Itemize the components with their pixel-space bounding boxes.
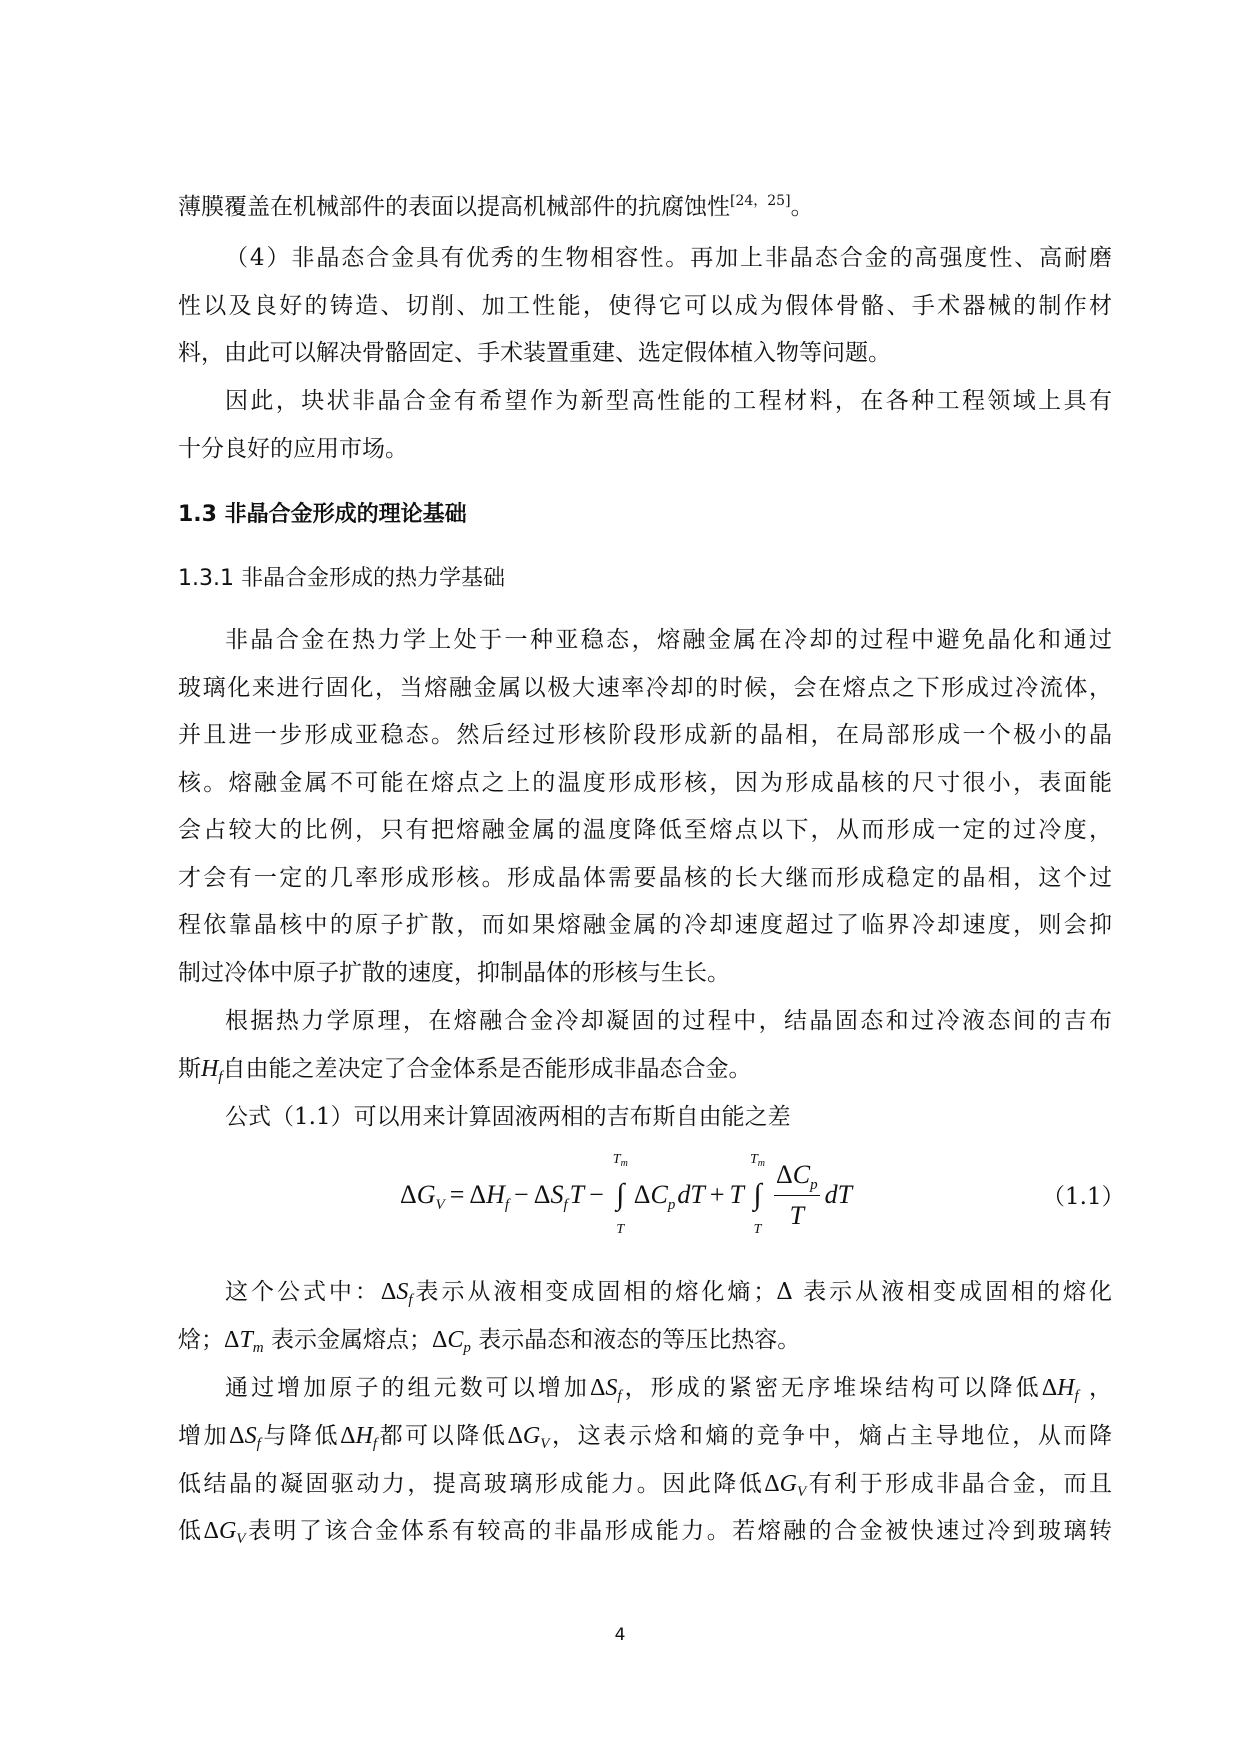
upper-limit bbox=[750, 1151, 765, 1169]
limit-subscript: m bbox=[757, 1158, 766, 1169]
text-line bbox=[178, 192, 1112, 222]
math-subscript: f bbox=[408, 1292, 413, 1308]
math-subscript: m bbox=[252, 1340, 264, 1356]
text-line bbox=[225, 625, 1112, 655]
text-run: 都可以降低 bbox=[377, 1423, 508, 1449]
text-line bbox=[225, 1277, 1112, 1307]
math-symbol bbox=[340, 1423, 378, 1452]
math-symbol bbox=[203, 1518, 246, 1547]
limit-variable: T bbox=[749, 1152, 758, 1167]
equation-term bbox=[633, 1180, 676, 1213]
temperature-variable: T bbox=[729, 1180, 744, 1209]
text-line bbox=[178, 1054, 1112, 1084]
math-subscript: p bbox=[463, 1340, 471, 1356]
text-run: 表示晶态和液态的等压比热容。 bbox=[470, 1327, 801, 1353]
math-symbol bbox=[201, 1056, 223, 1085]
delta-symbol: Δ bbox=[533, 1180, 551, 1209]
text-run: 玻璃化来进行固化，当熔融金属以极大速率冷却的时候，会在熔点之下形成过冷流体， bbox=[178, 675, 1112, 701]
math-symbol bbox=[589, 1375, 622, 1404]
text-run: 焓； bbox=[178, 1327, 224, 1353]
delta-symbol: Δ bbox=[203, 1518, 219, 1544]
math-variable: G bbox=[416, 1180, 436, 1209]
plus-sign: + bbox=[709, 1180, 725, 1209]
text-run: 增加 bbox=[178, 1423, 230, 1449]
text-line bbox=[178, 1469, 1112, 1499]
text-run: 并且进一步形成亚稳态。然后经过形核阶段形成新的晶相，在局部形成一个极小的晶 bbox=[178, 722, 1112, 748]
math-symbol bbox=[1041, 1375, 1079, 1404]
text-line bbox=[225, 1373, 1112, 1403]
text-run: 与降低 bbox=[260, 1423, 341, 1449]
delta-symbol: Δ bbox=[1041, 1375, 1058, 1401]
text-run: （4）非晶态合金具有优秀的生物相容性。再加上非晶态合金的高强度性、高耐磨 bbox=[225, 245, 1112, 271]
text-run: 斯 bbox=[178, 1056, 201, 1082]
math-subscript: V bbox=[540, 1436, 550, 1452]
text-run: 这个公式中： bbox=[225, 1279, 381, 1305]
delta-symbol: Δ bbox=[633, 1180, 651, 1209]
text-line bbox=[178, 1325, 1112, 1355]
math-subscript: f bbox=[218, 1069, 223, 1085]
citation: [24，25] bbox=[730, 193, 791, 209]
text-line bbox=[178, 958, 1112, 988]
math-variable: C bbox=[650, 1180, 668, 1209]
text-run: 薄膜覆盖在机械部件的表面以提高机械部件的抗腐蚀性 bbox=[178, 194, 730, 220]
numerator bbox=[774, 1159, 820, 1196]
text-run: ，这表示焓和熵的竞争中，熵占主导地位，从而降 bbox=[549, 1423, 1113, 1449]
math-subscript: p bbox=[810, 1176, 818, 1193]
text-run: ， bbox=[1078, 1375, 1113, 1401]
limit-variable: T bbox=[612, 1152, 621, 1167]
delta-symbol: Δ bbox=[229, 1423, 245, 1449]
text-line bbox=[225, 386, 1112, 416]
upper-limit bbox=[613, 1151, 628, 1169]
delta-symbol: Δ bbox=[507, 1423, 523, 1449]
equation-number: （1.1） bbox=[1042, 1184, 1125, 1210]
text-line bbox=[178, 338, 1112, 368]
minus-sign: − bbox=[589, 1180, 604, 1209]
text-run: 低结晶的凝固驱动力，提高玻璃形成能力。因此降低 bbox=[178, 1471, 765, 1497]
equation-1-1 bbox=[400, 1140, 852, 1250]
math-subscript: f bbox=[372, 1436, 378, 1452]
math-variable: C bbox=[447, 1327, 464, 1353]
math-variable: T bbox=[239, 1327, 253, 1353]
text-run: 有利于形成非晶合金，而且 bbox=[806, 1471, 1113, 1497]
delta-symbol: Δ bbox=[776, 1159, 793, 1189]
text-run: 自由能之差决定了合金体系是否能形成非晶态合金。 bbox=[222, 1056, 752, 1082]
math-variable: H bbox=[486, 1180, 505, 1209]
delta-symbol: Δ bbox=[340, 1423, 356, 1449]
math-variable: G bbox=[779, 1471, 797, 1497]
math-subscript: V bbox=[435, 1197, 445, 1213]
math-symbol bbox=[507, 1423, 550, 1452]
delta-symbol: Δ bbox=[589, 1375, 606, 1401]
text-line bbox=[178, 768, 1112, 798]
text-run: 才会有一定的几率形成形核。形成晶体需要晶核的长大继而形成稳定的晶相，这个过 bbox=[178, 865, 1112, 891]
text-run: 。 bbox=[790, 194, 814, 220]
math-subscript: V bbox=[796, 1484, 807, 1500]
text-line bbox=[178, 815, 1112, 845]
math-variable: S bbox=[396, 1279, 409, 1305]
math-variable: G bbox=[522, 1423, 541, 1449]
integral-symbol: ∫ bbox=[616, 1178, 625, 1211]
text-line bbox=[178, 1516, 1112, 1546]
math-symbol bbox=[229, 1423, 261, 1452]
text-line bbox=[178, 434, 1112, 464]
integral-sign bbox=[613, 1151, 628, 1239]
math-symbol bbox=[431, 1327, 471, 1356]
denominator: T bbox=[789, 1200, 805, 1230]
math-subscript: f bbox=[563, 1197, 568, 1213]
subsection-heading: 1.3.1 非晶合金形成的热力学基础 bbox=[178, 566, 505, 591]
math-variable: S bbox=[605, 1375, 618, 1401]
delta-symbol: Δ bbox=[469, 1180, 487, 1209]
text-line bbox=[225, 243, 1112, 273]
text-run: 会占较大的比例，只有把熔融金属的温度降低至熔点以下，从而形成一定的过冷度， bbox=[178, 817, 1112, 843]
text-run: 核。熔融金属不可能在熔点之上的温度形成形核，因为形成晶核的尺寸很小，表面能 bbox=[178, 770, 1112, 796]
integral-symbol: ∫ bbox=[753, 1178, 762, 1211]
text-run: 程依靠晶核中的原子扩散，而如果熔融金属的冷却速度超过了临界冷却速度，则会抑 bbox=[178, 912, 1112, 938]
text-run: 通过增加原子的组元数可以增加 bbox=[225, 1375, 590, 1401]
text-run: 表示从液相变成固相的熔化熵；Δ 表示从液相变成固相的熔化 bbox=[412, 1279, 1113, 1305]
fraction bbox=[774, 1159, 820, 1232]
delta-symbol: Δ bbox=[431, 1327, 448, 1353]
math-subscript: f bbox=[1074, 1388, 1079, 1404]
text-run: 非晶合金在热力学上处于一种亚稳态，熔融金属在冷却的过程中避免晶化和通过 bbox=[225, 627, 1112, 653]
text-line bbox=[178, 910, 1112, 940]
integral-sign bbox=[750, 1151, 765, 1239]
text-line bbox=[178, 291, 1112, 321]
text-run: 根据热力学原理，在熔融合金冷却凝固的过程中，结晶固态和过冷液态间的吉布 bbox=[225, 1008, 1112, 1034]
math-variable: H bbox=[1057, 1375, 1075, 1401]
text-run: 性以及良好的铸造、切削、加工性能，使得它可以成为假体骨骼、手术器械的制作材 bbox=[178, 293, 1112, 319]
math-subscript: f bbox=[256, 1436, 261, 1452]
differential: dT bbox=[677, 1180, 705, 1209]
text-run: 制过冷体中原子扩散的速度，抑制晶体的形核与生长。 bbox=[178, 960, 730, 986]
text-run: 表明了该合金体系有较高的非晶形成能力。若熔融的合金被快速过冷到玻璃转 bbox=[245, 1518, 1113, 1544]
math-symbol bbox=[764, 1471, 807, 1500]
math-variable: S bbox=[550, 1180, 564, 1209]
math-variable: C bbox=[792, 1159, 811, 1189]
math-subscript: f bbox=[504, 1197, 510, 1213]
text-run: 因此，块状非晶合金有希望作为新型高性能的工程材料，在各种工程领域上具有 bbox=[225, 388, 1112, 414]
math-subscript: V bbox=[236, 1531, 246, 1547]
text-line bbox=[178, 673, 1112, 703]
lower-limit: T bbox=[616, 1222, 625, 1237]
equals-sign: = bbox=[449, 1180, 465, 1209]
text-line bbox=[178, 720, 1112, 750]
differential: dT bbox=[824, 1180, 853, 1209]
text-line bbox=[178, 863, 1112, 893]
math-variable: H bbox=[355, 1423, 373, 1449]
temperature-variable: T bbox=[569, 1180, 585, 1209]
math-subscript: f bbox=[617, 1388, 622, 1404]
text-run: 料，由此可以解决骨骼固定、手术装置重建、选定假体植入物等问题。 bbox=[178, 340, 891, 366]
text-run: 十分良好的应用市场。 bbox=[178, 436, 408, 462]
equation-term bbox=[400, 1180, 445, 1213]
math-variable: S bbox=[244, 1423, 257, 1449]
delta-symbol: Δ bbox=[400, 1180, 417, 1209]
math-symbol bbox=[380, 1279, 413, 1308]
limit-subscript: m bbox=[620, 1158, 628, 1169]
equation-term bbox=[469, 1180, 510, 1213]
delta-symbol: Δ bbox=[764, 1471, 780, 1497]
lower-limit: T bbox=[753, 1222, 762, 1237]
text-run: ，形成的紧密无序堆垛结构可以降低 bbox=[621, 1375, 1042, 1401]
page-number: 4 bbox=[614, 1625, 626, 1645]
math-variable: H bbox=[201, 1056, 219, 1082]
minus-sign: − bbox=[514, 1180, 529, 1209]
delta-symbol: Δ bbox=[224, 1327, 240, 1353]
text-line bbox=[225, 1102, 1112, 1132]
equation-term bbox=[776, 1159, 818, 1193]
delta-symbol: Δ bbox=[380, 1279, 397, 1305]
math-subscript: p bbox=[667, 1197, 676, 1213]
math-symbol bbox=[224, 1327, 264, 1356]
text-run: 表示金属熔点； bbox=[263, 1327, 432, 1353]
text-line bbox=[225, 1006, 1112, 1036]
text-run: 公式（1.1）可以用来计算固液两相的吉布斯自由能之差 bbox=[225, 1104, 791, 1130]
text-line bbox=[178, 1421, 1112, 1451]
text-run: 低 bbox=[178, 1518, 204, 1544]
equation-term bbox=[533, 1180, 568, 1213]
section-heading: 1.3 非晶合金形成的理论基础 bbox=[178, 502, 467, 527]
math-variable: G bbox=[218, 1518, 237, 1544]
